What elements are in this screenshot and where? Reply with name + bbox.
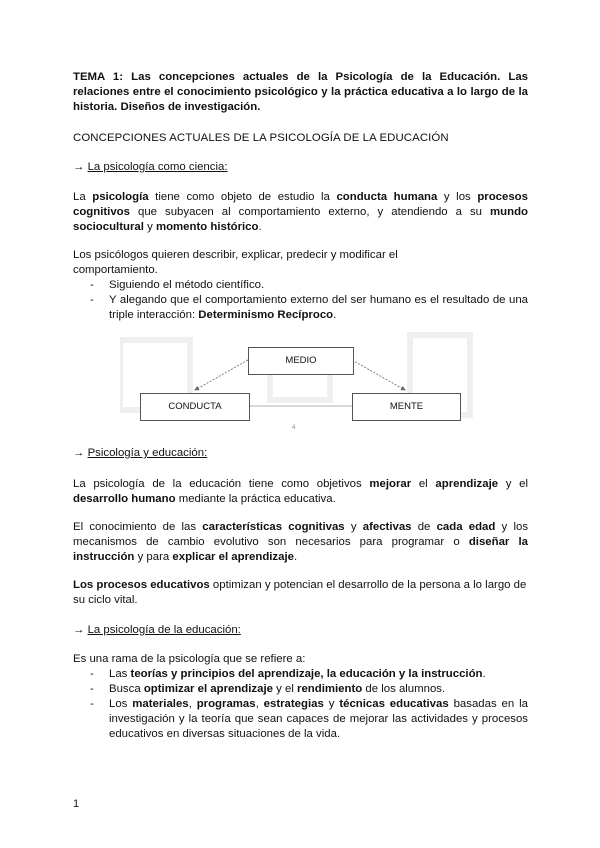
diagram-box-mente: MENTE [352, 393, 461, 421]
subsection-heading-rama [73, 623, 528, 638]
list-item: - Y alegando que el comportamiento externo del ser humano es el resultado de una triple interacción: Determinismo Recíproco. [73, 293, 528, 323]
title-label: TEMA 1: [73, 71, 124, 83]
page-number: 1 [73, 798, 80, 810]
section-heading: CONCEPCIONES ACTUALES DE LA PSICOLOGÍA DE LA EDUCACIÓN [73, 132, 449, 144]
diagram-mark: 4 [292, 425, 296, 431]
paragraph-procesos: Los procesos educativos optimizan y potencian el desarrollo de la persona a lo largo de su ciclo vital. [73, 579, 527, 606]
list-rama [73, 667, 528, 742]
paragraph-objetivos: La psicología de la educación tiene como objetivos mejorar el aprendizaje y el desarrollo humano mediante la práctica educativa. [73, 478, 528, 505]
list-item: - Siguiendo el método científico. [73, 278, 528, 293]
subsection-title: La psicología como ciencia: [87, 161, 228, 173]
paragraph-psicologos: Los psicólogos quieren describir, explicar, predecir y modificar el comportamiento. - Siguiendo el método científico. - Y alegando que el comportamiento externo del ser humano es el resultado de una triple interacción: Determinismo Recíproco. [73, 248, 528, 323]
paragraph-conocimiento: El conocimiento de las características cognitivas y afectivas de cada edad y los mecanismos de cambio evolutivo son necesarios para programar o diseñar la instrucción y para explicar el aprendizaje. [73, 521, 529, 563]
list-item: - Busca optimizar el aprendizaje y el rendimiento de los alumnos. [73, 682, 528, 697]
arrow-icon: → [73, 161, 85, 173]
arrow-icon: → [73, 447, 85, 459]
arrow-medio-mente [352, 360, 405, 390]
list-item: - Las teorías y principios del aprendizaje, la educación y la instrucción. [73, 667, 528, 682]
subsection-heading-educacion [73, 446, 528, 461]
paragraph-rama: Es una rama de la psicología que se refiere a: - Las teorías y principios del aprendizaje, la educación y la instrucción. - Busca optimizar el aprendizaje y el rendimiento de los alumnos. - Los materiales, programas, estrategias y técnicas educativas basadas en la investigación y la teoría que sean capaces de mejorar las actividades y procesos educativos en diversas situaciones de la vida. [73, 652, 528, 742]
arrow-medio-conducta [195, 360, 248, 390]
list-item: - Los materiales, programas, estrategias y técnicas educativas basadas en la investigación y la teoría que sean capaces de mejorar las actividades y procesos educativos en diversas situaciones de la vida. [73, 697, 528, 742]
title-text: Las concepciones actuales de la Psicología de la Educación. Las relaciones entre el conocimiento psicológico y la práctica educativa a lo largo de la historia. Diseños de investigación. [73, 71, 529, 113]
paragraph-psicologia: La psicología tiene como objeto de estudio la conducta humana y los procesos cognitivos que subyacen al comportamiento externo, y atendiendo a su mundo sociocultural y momento histórico. [73, 191, 528, 233]
subsection-title: La psicología de la educación: [87, 624, 241, 636]
arrow-icon: → [73, 624, 85, 636]
diagram-box-conducta: CONDUCTA [140, 393, 250, 421]
diagram-box-medio: MEDIO [248, 347, 354, 375]
subsection-title: Psicología y educación: [87, 447, 208, 459]
